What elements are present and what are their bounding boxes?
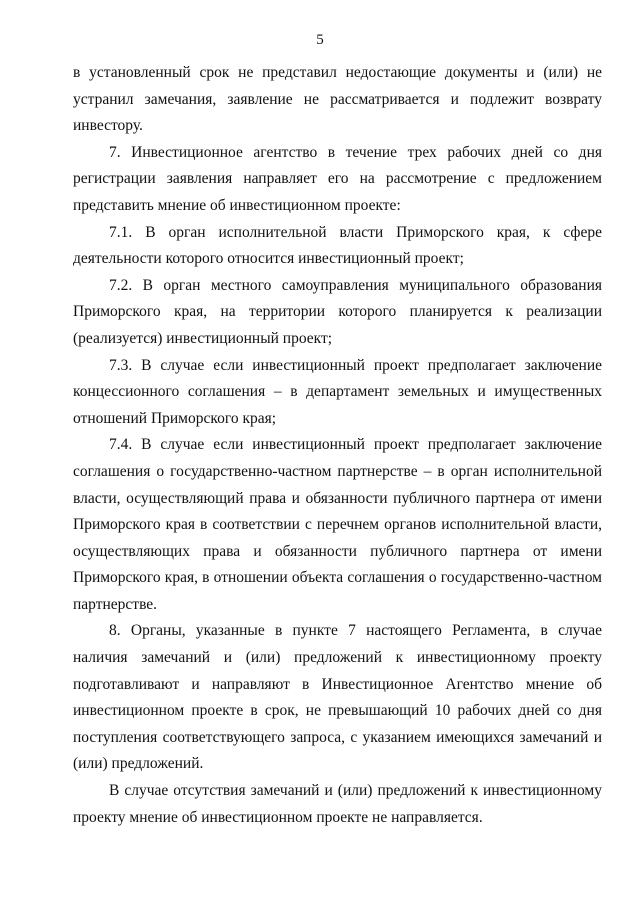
document-body: [73, 60, 602, 831]
paragraph-item-7: 7. Инвестиционное агентство в течение трех рабочих дней со дня регистрации заявления направляет его на рассмотрение с предложением представить мнение об инвестиционном проекте:: [73, 143, 602, 214]
paragraph-continuation: в установленный срок не представил недостающие документы и (или) не устранил замечания, заявление не рассматривается и подлежит возврату инвестору.: [73, 64, 602, 135]
paragraph-item-7-3: 7.3. В случае если инвестиционный проект предполагает заключение концессионного соглашения – в департамент земельных и имущественных отношений Приморского края;: [73, 356, 602, 427]
paragraph-item-8-note: В случае отсутствия замечаний и (или) предложений к инвестиционному проекту мнение об инвестиционном проекте не направляется.: [73, 782, 602, 826]
paragraph-item-7-4: 7.4. В случае если инвестиционный проект предполагает заключение соглашения о государственно-частном партнерстве – в орган исполнительной власти, осуществляющий права и обязанности публичного партнера от имени Приморского края в соответствии с перечнем органов исполнительной власти, осуществляющих права и обязанности публичного партнера от имени Приморского края, в отношении объекта соглашения о государственно-частном партнерстве.: [73, 436, 602, 613]
paragraph-item-7-1: 7.1. В орган исполнительной власти Приморского края, к сфере деятельности которого относится инвестиционный проект;: [73, 223, 602, 268]
page-number: 5: [316, 32, 324, 48]
paragraph-item-7-2: 7.2. В орган местного самоуправления муниципального образования Приморского края, на территории которого планируется к реализации (реализуется) инвестиционный проект;: [73, 276, 602, 347]
paragraph-item-8: 8. Органы, указанные в пункте 7 настоящего Регламента, в случае наличия замечаний и (или) предложений к инвестиционному проекту подготавливают и направляют в Инвестиционное Агентство мнение об инвестиционном проекте в срок, не превышающий 10 рабочих дней со дня поступления соответствующего запроса, с указанием имеющихся замечаний и (или) предложений.: [73, 622, 602, 773]
